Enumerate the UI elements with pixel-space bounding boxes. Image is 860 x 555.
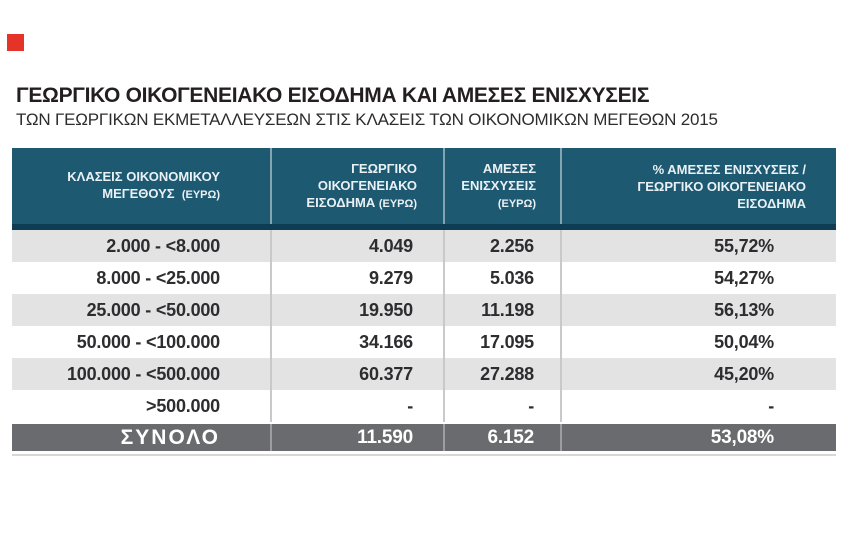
total-label-cell: ΣΥΝΟΛΟ <box>120 425 220 449</box>
payments-cell: - <box>443 390 560 422</box>
total-row <box>12 424 836 451</box>
header-text: ΚΛΑΣΕΙΣ ΟΙΚΟΝΟΜΙΚΟΥ <box>67 169 220 184</box>
income-cell: - <box>270 390 443 422</box>
income-cell: 19.950 <box>270 294 443 326</box>
header-text: ΜΕΓΕΘΟΥΣ <box>102 186 175 201</box>
table-row <box>12 390 836 422</box>
total-payments-cell: 6.152 <box>443 424 560 451</box>
header-text: % ΑΜΕΣΕΣ ΕΝΙΣΧΥΣΕΙΣ / <box>652 161 806 177</box>
payments-cell: 27.288 <box>443 358 560 390</box>
income-cell: 34.166 <box>270 326 443 358</box>
table-row <box>12 262 836 294</box>
header-line <box>272 194 417 213</box>
header-text: ΑΜΕΣΕΣ <box>482 160 536 176</box>
header-unit: (ΕΥΡΩ) <box>378 197 417 210</box>
page-subtitle: ΤΩΝ ΓΕΩΡΓΙΚΩΝ ΕΚΜΕΤΑΛΛΕΥΣΕΩΝ ΣΤΙΣ ΚΛΑΣΕΙΣ ΤΩΝ ΟΙΚΟΝΟΜΙΚΩΝ ΜΕΓΕΘΩΝ 2015 <box>16 110 718 129</box>
header-direct-payments <box>443 148 560 224</box>
header-text: ΕΙΣΟΔΗΜΑ <box>737 195 806 211</box>
header-family-income <box>270 148 443 224</box>
income-table <box>12 148 836 451</box>
size-class-cell: 8.000 - <25.000 <box>96 267 220 288</box>
income-cell: 60.377 <box>270 358 443 390</box>
header-line <box>562 178 806 195</box>
header-size-classes <box>12 148 270 224</box>
ratio-cell: 45,20% <box>560 358 836 390</box>
header-text: ΕΙΣΟΔΗΜΑ <box>306 194 376 210</box>
header-unit: (ΕΥΡΩ) <box>497 197 536 210</box>
header-line <box>445 160 536 177</box>
header-line <box>445 194 536 213</box>
payments-cell: 11.198 <box>443 294 560 326</box>
size-class-cell: 50.000 - <100.000 <box>76 331 220 352</box>
page-title: ΓΕΩΡΓΙΚΟ ΟΙΚΟΓΕΝΕΙΑΚΟ ΕΙΣΟΔΗΜΑ ΚΑΙ ΑΜΕΣΕΣ ΕΝΙΣΧΥΣΕΙΣ <box>16 84 650 107</box>
header-line <box>12 185 220 204</box>
table-row <box>12 230 836 262</box>
total-income-cell: 11.590 <box>270 424 443 451</box>
header-line <box>12 168 220 185</box>
ratio-cell: 50,04% <box>560 326 836 358</box>
header-text: ΓΕΩΡΓΙΚΟ <box>351 160 417 176</box>
header-line <box>272 177 417 194</box>
size-class-cell: 2.000 - <8.000 <box>106 235 220 256</box>
size-class-cell: >500.000 <box>146 395 220 416</box>
table-row <box>12 294 836 326</box>
ratio-cell: - <box>560 390 836 422</box>
income-cell: 9.279 <box>270 262 443 294</box>
red-marker-square <box>7 34 24 51</box>
ratio-cell: 56,13% <box>560 294 836 326</box>
ratio-cell: 54,27% <box>560 262 836 294</box>
header-line <box>562 161 806 178</box>
size-class-cell: 100.000 - <500.000 <box>66 363 220 384</box>
ratio-cell: 55,72% <box>560 230 836 262</box>
income-cell: 4.049 <box>270 230 443 262</box>
table-header-row <box>12 148 836 230</box>
size-class-cell: 25.000 - <50.000 <box>86 299 220 320</box>
payments-cell: 2.256 <box>443 230 560 262</box>
header-text: ΕΝΙΣΧΥΣΕΙΣ <box>461 177 536 193</box>
table-bottom-rule <box>12 454 836 456</box>
table-row <box>12 358 836 390</box>
header-ratio <box>560 148 836 224</box>
header-text: ΓΕΩΡΓΙΚΟ ΟΙΚΟΓΕΝΕΙΑΚΟ <box>637 178 806 194</box>
header-line <box>562 195 806 212</box>
header-text: ΟΙΚΟΓΕΝΕΙΑΚΟ <box>317 177 417 193</box>
payments-cell: 17.095 <box>443 326 560 358</box>
header-line <box>445 177 536 194</box>
payments-cell: 5.036 <box>443 262 560 294</box>
header-line <box>272 160 417 177</box>
header-unit: (ΕΥΡΩ) <box>181 189 220 201</box>
total-ratio-cell: 53,08% <box>560 424 836 451</box>
table-row <box>12 326 836 358</box>
